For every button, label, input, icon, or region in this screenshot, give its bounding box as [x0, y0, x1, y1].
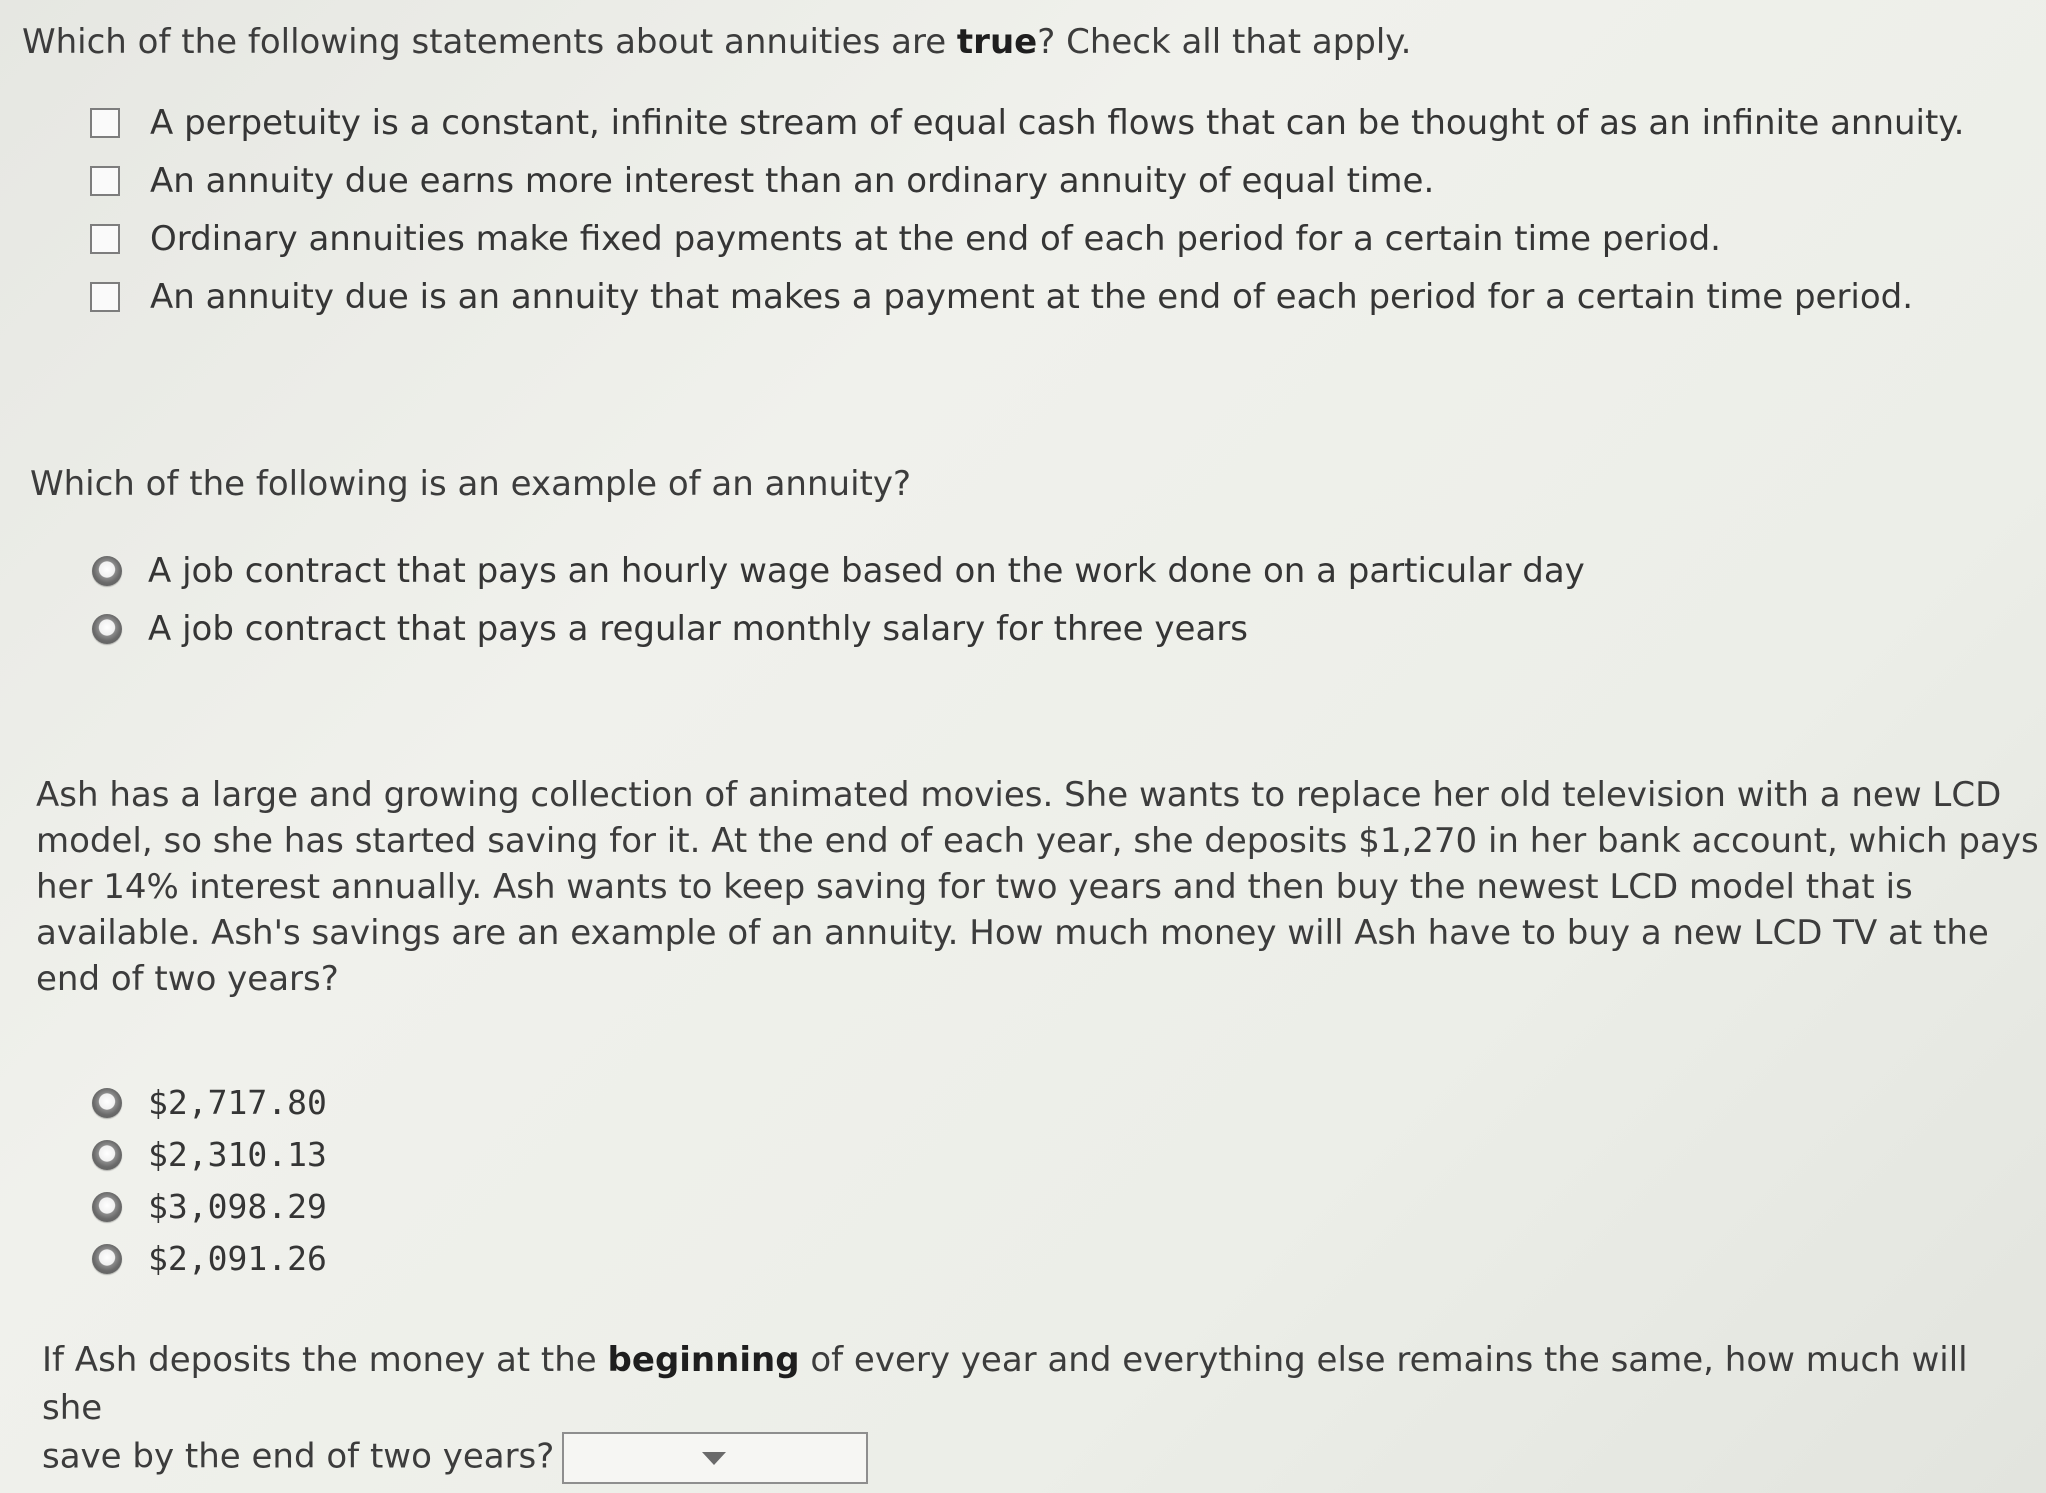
- question-2-prompt: Which of the following is an example of an annuity?: [30, 464, 912, 504]
- question-3-line: available. Ash's savings are an example of an annuity. How much money will Ash have to buy a new LCD TV at the: [36, 913, 1989, 953]
- question-1-option[interactable]: [90, 216, 2030, 274]
- checkbox[interactable]: [90, 166, 120, 196]
- option-label: A perpetuity is a constant, infinite stream of equal cash flows that can be thought of as an infinite annuity.: [150, 103, 1965, 143]
- question-4-prompt-start: If Ash deposits the money at the: [42, 1340, 608, 1380]
- question-4-prompt-line2: save by the end of two years?: [42, 1436, 555, 1477]
- question-1-prompt-start: Which of the following statements about annuities are: [22, 22, 957, 62]
- question-3-option[interactable]: [92, 1080, 1892, 1132]
- checkbox[interactable]: [90, 108, 120, 138]
- question-1-prompt-bold: true: [956, 22, 1038, 62]
- question-1-option[interactable]: [90, 158, 2030, 216]
- radio-button[interactable]: [92, 1088, 122, 1118]
- question-3-line: her 14% interest annually. Ash wants to keep saving for two years and then buy the newest LCD model that is: [36, 867, 1913, 907]
- question-2-options: [92, 548, 1892, 664]
- option-label: $2,091.26: [148, 1239, 327, 1278]
- checkbox[interactable]: [90, 224, 120, 254]
- question-1-option[interactable]: [90, 274, 2030, 332]
- question-4-prompt-end: of every year and everything else remains the same, how much will she: [42, 1340, 1968, 1428]
- answer-dropdown[interactable]: [562, 1432, 868, 1484]
- question-2-option[interactable]: [92, 548, 1892, 606]
- question-1-prompt-end: ? Check all that apply.: [1037, 22, 1412, 62]
- question-3-option[interactable]: [92, 1132, 1892, 1184]
- radio-button[interactable]: [92, 614, 122, 644]
- chevron-down-icon: [702, 1452, 726, 1465]
- option-label: An annuity due earns more interest than an ordinary annuity of equal time.: [150, 161, 1435, 201]
- question-3-line: model, so she has started saving for it. At the end of each year, she deposits $1,270 in her bank account, which pays: [36, 821, 2039, 861]
- question-3-line: Ash has a large and growing collection of animated movies. She wants to replace her old television with a new LCD: [36, 775, 2002, 815]
- option-label: A job contract that pays an hourly wage based on the work done on a particular day: [148, 551, 1585, 591]
- question-4-prompt-bold: beginning: [607, 1340, 800, 1380]
- option-label: $2,717.80: [148, 1083, 327, 1122]
- question-1-prompt: [22, 18, 2002, 66]
- radio-button[interactable]: [92, 1192, 122, 1222]
- option-label: Ordinary annuities make fixed payments at the end of each period for a certain time period.: [150, 219, 1721, 259]
- option-label: An annuity due is an annuity that makes a payment at the end of each period for a certain time period.: [150, 277, 1914, 317]
- question-3-option[interactable]: [92, 1236, 1892, 1288]
- question-2-option[interactable]: [92, 606, 1892, 664]
- question-4-prompt: [42, 1336, 1992, 1484]
- radio-button[interactable]: [92, 1244, 122, 1274]
- question-4-line-2: [42, 1432, 1992, 1484]
- question-1-options: [90, 100, 2030, 332]
- question-4-line-1: [42, 1336, 1992, 1432]
- radio-button[interactable]: [92, 556, 122, 586]
- question-1-option[interactable]: [90, 100, 2030, 158]
- checkbox[interactable]: [90, 282, 120, 312]
- option-label: $2,310.13: [148, 1135, 327, 1174]
- question-3-options: [92, 1080, 1892, 1288]
- radio-button[interactable]: [92, 1140, 122, 1170]
- question-3-option[interactable]: [92, 1184, 1892, 1236]
- question-3-line: end of two years?: [36, 959, 339, 999]
- question-3-prompt: [36, 772, 2039, 1002]
- option-label: A job contract that pays a regular monthly salary for three years: [148, 609, 1248, 649]
- option-label: $3,098.29: [148, 1187, 327, 1226]
